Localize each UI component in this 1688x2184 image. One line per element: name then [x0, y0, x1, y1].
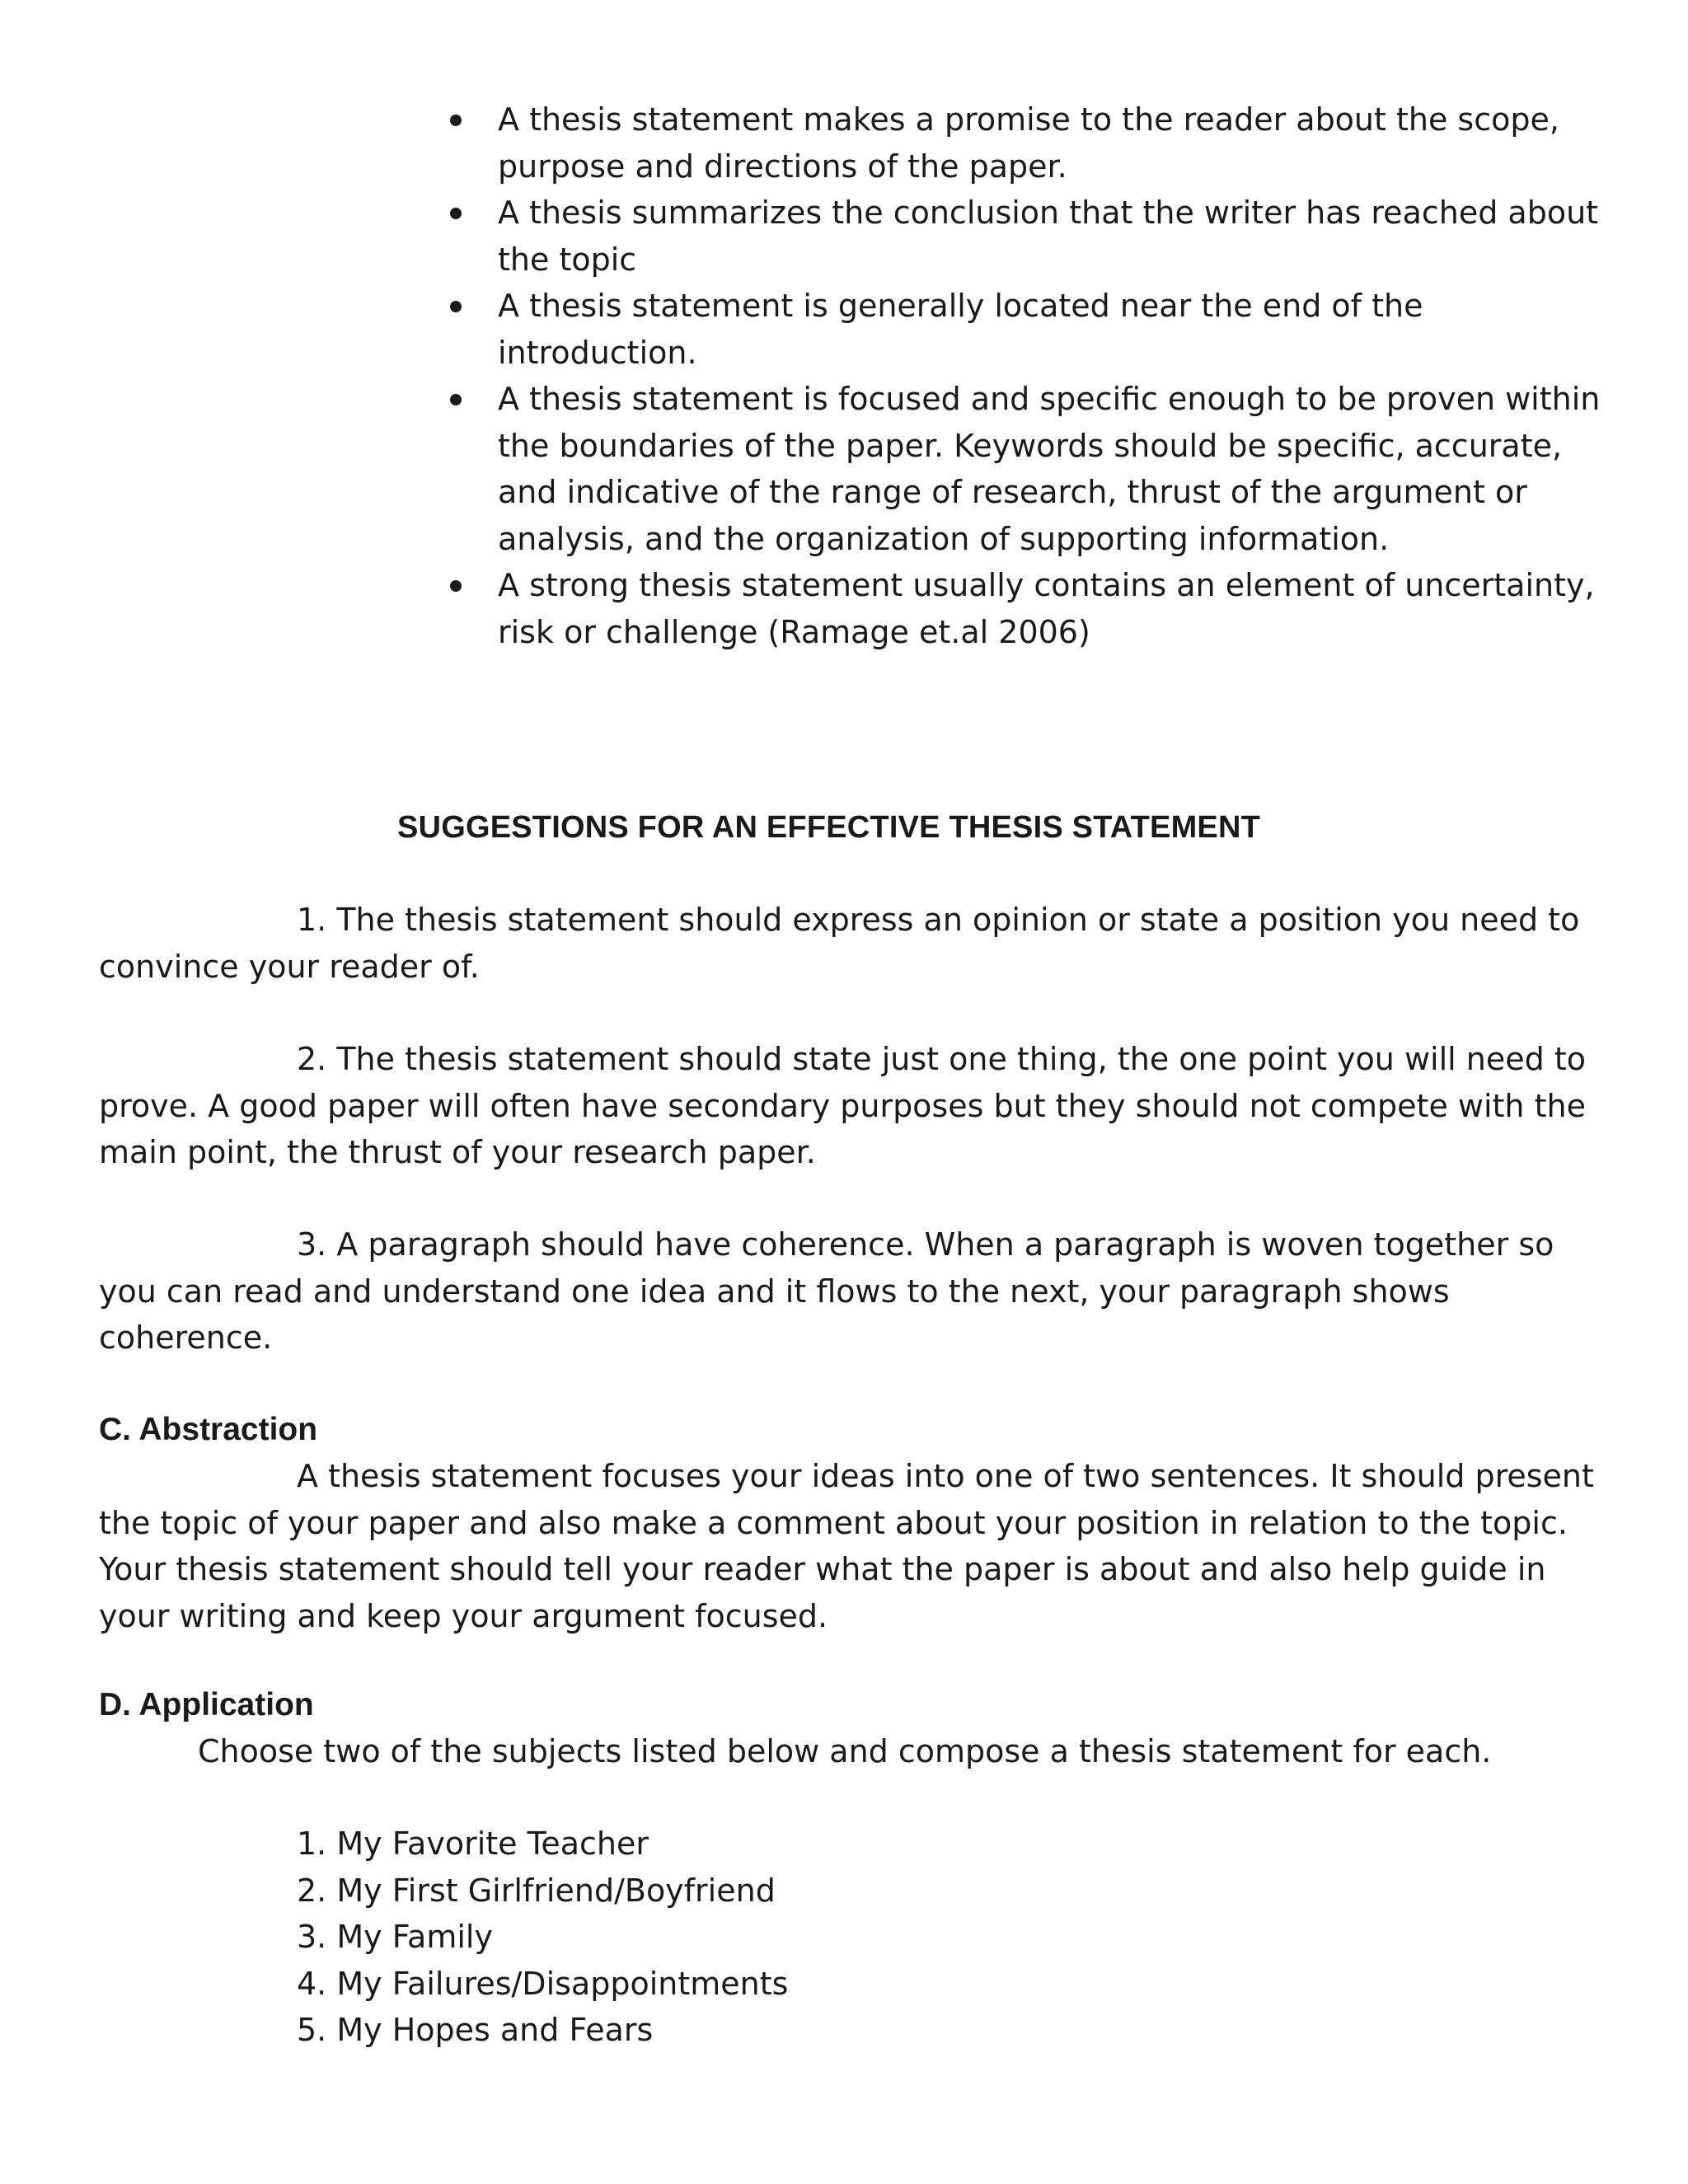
- bullet-icon: [450, 301, 462, 312]
- bullet-text: A thesis statement makes a promise to the reader about the scope, purpose and directions of the paper.: [498, 101, 1559, 185]
- bullet-text: A thesis summarizes the conclusion that the writer has reached about the topic: [498, 194, 1599, 278]
- bullet-icon: [450, 115, 462, 126]
- abstraction-paragraph: A thesis statement focuses your ideas into one of two sentences. It should present the topic of your paper and also make a comment about your position in relation to the topic. Your thesis statement should tell your reader what the paper is about and also help guide in your writing and keep your argument focused.: [99, 1458, 1594, 1634]
- suggestion-paragraph: 3. A paragraph should have coherence. When a paragraph is woven together so you can read and understand one idea and it flows to the next, your paragraph shows coherence.: [99, 1226, 1554, 1356]
- suggestions-heading: SUGGESTIONS FOR AN EFFECTIVE THESIS STATEMENT: [397, 810, 1261, 845]
- suggestion-paragraph: 2. The thesis statement should state just one thing, the one point you will need to prove. A good paper will often have secondary purposes but they should not compete with the main point, the thrust of your research paper.: [99, 1041, 1586, 1170]
- subject-item: 1. My Favorite Teacher: [297, 1825, 649, 1862]
- thesis-characteristics-list: [412, 96, 1615, 655]
- bullet-item: [412, 283, 1615, 376]
- bullet-text: A thesis statement is generally located near the end of the introduction.: [498, 288, 1423, 371]
- bullet-icon: [450, 394, 462, 405]
- subject-item: 3. My Family: [297, 1919, 493, 1955]
- application-instruction: Choose two of the subjects listed below and compose a thesis statement for each.: [198, 1733, 1492, 1769]
- bullet-text: A strong thesis statement usually contains an element of uncertainty, risk or challenge (Ramage et.al 2006): [498, 567, 1595, 650]
- application-title: D. Application: [99, 1687, 314, 1722]
- bullet-item: [412, 96, 1615, 190]
- bullet-icon: [450, 208, 462, 219]
- bullet-item: [412, 190, 1615, 283]
- subject-item: 4. My Failures/Disappointments: [297, 1965, 789, 2002]
- subject-item: 5. My Hopes and Fears: [297, 2012, 654, 2048]
- subjects-list: [297, 1821, 788, 2054]
- bullet-item: [412, 376, 1615, 562]
- bullet-item: [412, 562, 1615, 655]
- bullet-text: A thesis statement is focused and specific enough to be proven within the boundaries of the paper. Keywords should be specific, accurate, and indicative of the range of research, thrust of the argument or analysis, and the organization of supporting information.: [498, 381, 1601, 557]
- bullet-icon: [450, 580, 462, 592]
- subject-item: 2. My First Girlfriend/Boyfriend: [297, 1872, 776, 1909]
- suggestion-paragraph: 1. The thesis statement should express an opinion or state a position you need to convince your reader of.: [99, 902, 1580, 985]
- abstraction-title: C. Abstraction: [99, 1412, 318, 1447]
